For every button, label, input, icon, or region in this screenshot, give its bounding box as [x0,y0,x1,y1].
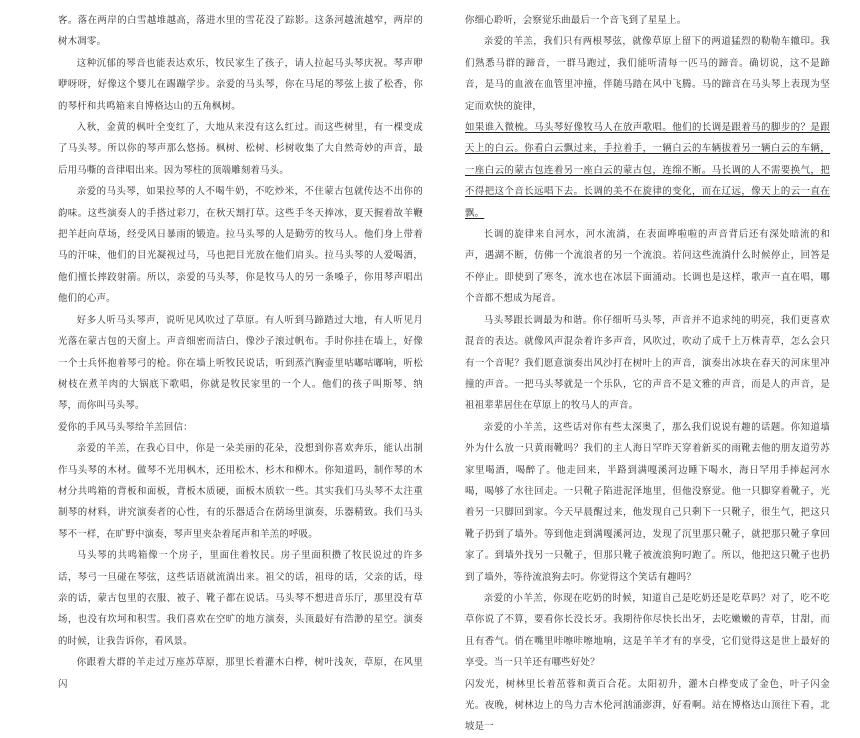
left-column [58,10,423,690]
right-paragraph: 你细心聆听，会察觉乐曲最后一个音飞到了星星上。 [465,15,687,26]
left-paragraph: 入秋，金黄的枫叶全变红了，大地从来没有这么红过。而这些树里，有一棵变成了马头琴。所以你的琴声那么悠扬。枫树、松树、杉树收集了大自然奇妙的声音，最后用马嘶的音律唱出来。因为琴柱的顶端雕刻着马头。 [58,122,423,176]
left-paragraph: 你跟着大群的羊走过万座苏草原，那里长着灌木白桦，树叶浅灰，草原，在风里闪 [58,657,423,690]
left-paragraph: 亲爱的马头琴，如果拉琴的人不喝牛奶，不吃炒米，不住蒙古包就传达不出你的韵味。这些演奏人的手搭过彩刀，在秋天割打草。这些手冬天捧冰，夏天握着故羊鞭把羊赶向草场，经受风日暴雨的锻造。拉马头琴的人是勤劳的牧马人。他们身上带着马的汗味，他们的目光凝视过马，马也把目光放在他们肩头。拉马头琴的人爱喝酒，他们擅长摔跤射箭。所以，亲爱的马头琴，你是牧马人的另一条嗓子，你用琴声唱出他们的心声。 [58,186,423,305]
right-paragraph: 如果谁入微梳。马头琴好像牧马人在放声歌唱。他们的长调是跟着马的脚步的？是跟天上的白云。你看白云飘过来，手拉着手，一辆白云的车辆拔着另一辆白云的车辆，一座白云的蒙古包连着另一座白云的蒙古包，连绵不断。马长调的人不需要换气，把不得把这个音长远唱下去。长调的美不在旋律的变化，而在辽远，像天上的云一直在飘。 [465,122,830,219]
left-paragraph: 好多人听马头琴声，说听见风吹过了草原。有人听到马蹄踏过大地，有人听见月光落在蒙古包的天窗上。声音细密而洁白，像沙子滚过帆布。手时你挂在墙上，好像一个士兵怀抱着琴弓的枪。你在墙上听牧民说话，听到蒸汽胸壶里咕嘟咕嘟响，听松树枝在煮羊肉的大锅底下歌唱，你就是牧民家里的一个人。他们的孩子叫斯琴、纳琴，而你叫马头琴。 [58,314,423,412]
left-paragraph: 马头琴的共鸣箱像一个房子，里面住着牧民。房子里面积攒了牧民说过的许多话，琴弓一旦碰在琴弦，这些话语就流淌出来。祖父的话，祖母的话，父亲的话，母亲的话，蒙古包里的衣服、被子、靴子都在说话。马头琴不想进音乐厅，那里没有草场，也没有坎坷和积雪。我们喜欢在空旷的地方演奏，头顶最好有浩渺的星空。演奏的时候，让我告诉你，看风景。 [58,550,423,647]
right-paragraph: 亲爱的羊羔，我们只有两根琴弦，就像草原上留下的两道猛烈的勒勒车辙印。我们熟悉马群的蹄音，一群马跑过，我们能听清每一匹马的蹄音。确切说，这不是蹄音，是马的血液在血管里冲撞，伴随马踏在风中飞腾。马的蹄音在马头琴上表现为坚定而欢快的旋律， [465,36,830,112]
left-paragraph: 爱你的手风马头琴给羊羔回信： [58,421,193,433]
left-paragraph: 亲爱的羊羔，在我心目中，你是一朵美丽的花朵，没想到你喜欢奔乐，能认出制作马头琴的木材。做琴不光用枫木，还用松木、杉木和柳木。你知道吗，制作琴的木材分共鸣箱的背板和面板，背板木质硬，面板木质软一些。其实我们马头琴不太注重制琴的材料，讲究演奏者的心性，有的乐器适合在荫场里演奏，乐器精致。我们马头琴不一样，在旷野中演奏，琴声里夹杂着尾声和羊羔的呼吸。 [58,443,423,540]
left-paragraph: 这种沉郁的琴音也能表达欢乐，牧民家生了孩子，请人拉起马头琴庆祝。琴声咿咿呀呀，好像这个婴儿在踢蹦学步。亲爱的马头琴，你在马尾的琴弦上拔了松香，你的琴杆和共鸣箱来自博格达山的五角枫树。 [58,57,423,112]
right-paragraph: 马头琴跟长调最为和谐。你仔细听马头琴，声音并不追求纯的明亮，我们更喜欢混音的表达。就像风声混杂着许多声音，风吹过，吹动了成千上万株青草，怎么会只有一个音呢？我们愿意演奏出风沙打在树叶上的声音，演奏出冰块在春天的河床里冲撞的声音。一把马头琴就是一个乐队，它的声音不是文雅的声音，而是人的声音，是祖祖辈辈居住在草原上的牧马人的声音。 [465,314,830,412]
right-paragraph: 亲爱的小羊羔，你现在吃奶的时候，知道自己是吃奶还是吃草吗？对了，吃不吃草你说了不算，要看你长没长牙。我期待你尽快长出牙，去吃嫩嫩的青草，甘甜，而且有香气。俏在嘴里咔嚓咔嚓地响，这是羊羊才有的享受，它们觉得这是世上最好的享受。当一只羊还有哪些好处？ [465,592,830,669]
left-paragraph: 客。落在两岸的白雪越堆越高，落进水里的雪花没了踪影。这条河越流越窄，两岸的树木凋零。 [58,15,423,48]
right-paragraph: 闪发光，树林里长着茁蓉和黄百合花。太阳初升，灌木白桦变成了金色，叶子闪金光。夜晚，树林边上的鸟力吉木伦河汹涌澎湃，好看啊。站在博格达山顶往下看，北坡是一 [465,678,830,733]
right-column [465,10,830,733]
right-paragraph: 长调的旋律来自河水，河水流淌，在表面哗啦啦的声音背后还有深处暗流的和声，遇湖不断，仿佛一个流浪者的另一个流浪。若问这些流淌什么时候停止，回答是不停止。即使到了寒冬，流水也在冰层下面涌动。长调也是这样，歌声一直在唱，哪个音都不想成为尾音。 [465,229,830,305]
right-paragraph: 亲爱的小羊羔，这些话对你有些太深奥了，那么我们说说有趣的话题。你知道墙外为什么放一只黄雨靴吗？我们的主人海日罕昨天穿着新买的雨靴去他的朋友道劳苏家里喝酒，喝醉了。他走回来，半路到满嘎溪河边睡下喝水，海日罕用手捧起河水喝，喝够了水往回走。一只靴子陷进泥泽地里，但他没察觉。他一只脚穿着靴子，光着另一只脚回到家。今天早晨醒过来，他发现自己只剩下一只靴子，很生气，把这只靴子扔到了墙外。等到他走到满嘎溪河边，发现了沉里那只靴子，就把那只靴子拿回家了。到墙外找另一只靴子，但那只靴子被流浪狗叼跑了。所以，他把这只靴子也扔到了墙外，等待流浪狗去叼。你觉得这个笑话有趣吗？ [465,421,830,583]
